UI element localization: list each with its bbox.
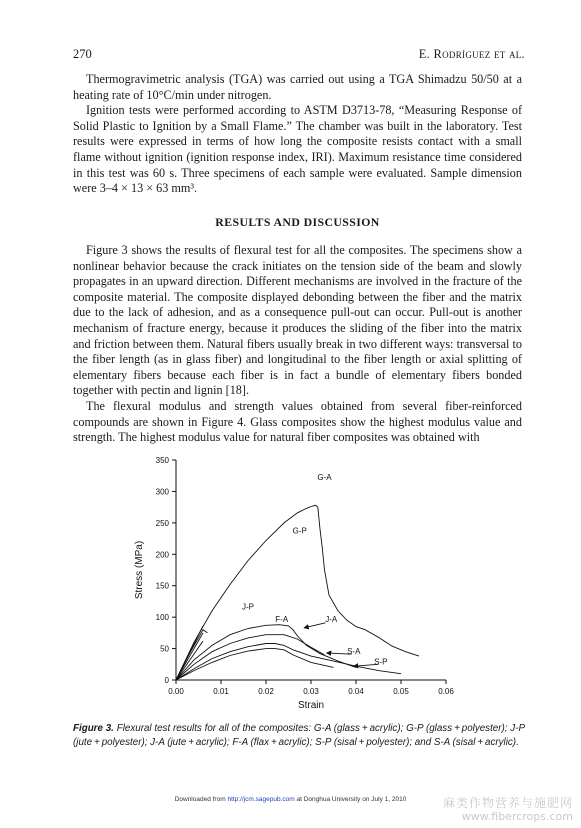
figure-caption-label: Figure 3. bbox=[73, 723, 114, 734]
y-tick-label: 300 bbox=[155, 487, 169, 497]
series-line-s-p bbox=[176, 649, 334, 680]
series-label-j-a: J-A bbox=[325, 615, 338, 625]
download-suffix: at Donghua University on July 1, 2010 bbox=[296, 796, 407, 803]
page-header bbox=[0, 0, 581, 60]
paragraph-figure3: Figure 3 shows the results of flexural test for all the composites. The specimens show a nonlinear behavior because the crack initiates on the tension side of the beam and slowly propagates in an upward direction. Different mechanisms are involved in the fracture of the composite material. The composite displayed debonding between the fiber and the matrix due to the lack of adhesion, and as a consequence pull-out can occur. Pull-out is another mechanism of fracture energy, because it produces the sliding of the fiber into the matrix and friction between them. Natural fibers usually break in two different ways: transversal to the fiber length (as in glass fiber) and longitudinal to the fiber length or axial splitting of elementary fibers because each fiber is in fact a bundle of elementary fibers bonded together with pectin and lignin [18]. bbox=[73, 243, 522, 398]
x-tick-label: 0.02 bbox=[258, 687, 274, 696]
paragraph-ignition: Ignition tests were performed according to ASTM D3713-78, “Measuring Response of Solid Plastic to Ignition by a Small Flame.” The chamber was built in the laboratory. Test results were expressed in terms of how long the composite resists contact with a small flame without ignition (ignition response index, IRI). Maximum resistance time considered in this test was 60 s. Three specimens of each sample were evaluated. Sample dimension were 3–4 × 13 × 63 mm³. bbox=[73, 103, 522, 196]
y-tick-label: 350 bbox=[155, 456, 169, 465]
series-label-g-a: G-A bbox=[317, 473, 332, 483]
y-tick-label: 0 bbox=[164, 676, 169, 685]
methods-text bbox=[73, 72, 522, 197]
flexural-chart bbox=[128, 450, 458, 715]
series-label-j-p: J-P bbox=[242, 602, 254, 612]
x-tick-label: 0.00 bbox=[168, 687, 184, 696]
y-tick-label: 250 bbox=[155, 518, 169, 528]
x-tick-label: 0.01 bbox=[213, 687, 229, 696]
x-tick-label: 0.04 bbox=[348, 687, 364, 696]
series-label-s-p: S-P bbox=[374, 657, 388, 667]
series-label-f-a: F-A bbox=[275, 615, 289, 625]
paragraph-figure4: The flexural modulus and strength values obtained from several fiber-reinforced compounds are shown in Figure 4. Glass composites show the highest modulus value and strength. The highest modulus value for natural fiber composites was obtained with bbox=[73, 398, 522, 445]
figure-caption-text: Flexural test results for all of the composites: G-A (glass + acrylic); G-P (glass + polyester); J-P (jute + polyester); J-A (jute + acrylic); F-A (flax + acrylic); S-P (sisal + polyester); and S-A (sisal + acrylic). bbox=[73, 723, 525, 748]
watermark-url: www.fibercrops.com bbox=[461, 810, 573, 823]
x-tick-label: 0.05 bbox=[393, 687, 409, 696]
x-tick-label: 0.03 bbox=[303, 687, 319, 696]
figure-caption bbox=[73, 722, 525, 749]
paragraph-tga: Thermogravimetric analysis (TGA) was carried out using a TGA Shimadzu 50/50 at a heating rate of 10°C/min under nitrogen. bbox=[73, 72, 522, 102]
download-link[interactable]: http://jcm.sagepub.com bbox=[227, 796, 295, 803]
x-tick-label: 0.06 bbox=[438, 687, 454, 696]
series-line-s-a bbox=[176, 644, 401, 681]
y-tick-label: 200 bbox=[155, 550, 169, 560]
page-number: 270 bbox=[73, 47, 92, 61]
chart-svg bbox=[128, 450, 458, 715]
section-heading: RESULTS AND DISCUSSION bbox=[215, 215, 380, 229]
watermark bbox=[443, 796, 573, 824]
y-tick-label: 100 bbox=[155, 613, 169, 623]
running-head: E. Rodríguez et al. bbox=[418, 47, 525, 61]
y-tick-label: 150 bbox=[155, 581, 169, 591]
annotation-arrow bbox=[304, 623, 325, 628]
series-label-g-p: G-P bbox=[292, 526, 307, 536]
download-prefix: Downloaded from bbox=[174, 796, 226, 803]
y-tick-label: 50 bbox=[160, 644, 169, 654]
y-axis-title: Stress (MPa) bbox=[134, 540, 145, 600]
x-axis-title: Strain bbox=[297, 700, 325, 711]
series-label-s-a: S-A bbox=[347, 647, 361, 657]
watermark-chinese: 麻类作物营养与施肥网 bbox=[442, 796, 573, 810]
results-text bbox=[73, 243, 522, 446]
